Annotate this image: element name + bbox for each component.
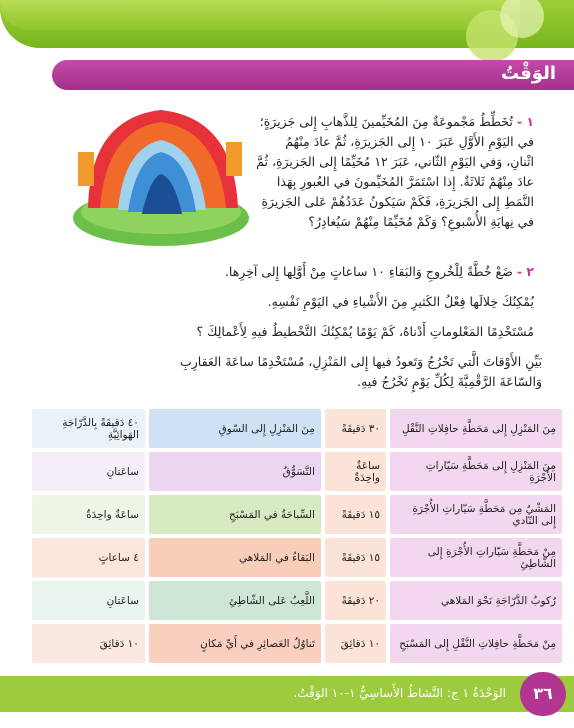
- table-cell: مِنْ مَحَطَّةِ سَيّاراتِ الأُجْرَةِ إِلى الشّاطِئِ: [390, 538, 562, 577]
- question-1: [234, 112, 534, 232]
- table-cell: اللَّعِبُ عَلى الشّاطِئِ: [149, 581, 321, 620]
- text-line: اثْنانِ، وَفي اليَوْمِ الثّاني، عَبَرَ ١٢ مُخَيِّمًا إِلى الجَزيرَةِ، ثُمَّ: [256, 154, 534, 169]
- footer-text: الوَحْدَةُ ١ ج: النَّشاطُ الأَساسِيُّ ١-١٠ الوَقْتُ.: [293, 686, 506, 700]
- tent-illustration: [66, 100, 252, 250]
- table-cell: التَّسَوُّقُ: [149, 452, 321, 491]
- table-cell: المَشْيُ مِن مَحَطَّةِ سَيّاراتِ الأُجْرَةِ إِلى النّادي: [390, 495, 562, 534]
- table-cell: ساعَتانِ: [32, 581, 145, 620]
- table-cell: مِنَ المَنْزِلِ إِلى السّوقِ: [149, 409, 321, 448]
- table-cell: مِنْ مَحَطَّةِ حافِلاتِ النَّقْلِ إِلى المَسْبَحِ: [390, 624, 562, 663]
- table-row: [32, 495, 562, 534]
- question-number: ١ -: [516, 114, 534, 129]
- page-title: الوَقْتُ: [500, 63, 556, 84]
- question-2: [34, 262, 534, 282]
- page-number: ٣٦: [520, 672, 566, 716]
- table-cell: ١٥ دَقيقَةً: [325, 538, 386, 577]
- table-cell: رُكوبُ الدَّرّاجَةِ نَحْوَ المَلاهي: [390, 581, 562, 620]
- table-cell: ساعَةٌ واحِدَةٌ: [32, 495, 145, 534]
- paragraph: مُسْتَخْدِمًا المَعْلوماتِ أَدْناهُ، كَمْ يَوْمًا يُمْكِنُكَ التَّخْطيطُ فيهِ لِأَعْمالِكَ ؟: [196, 324, 534, 339]
- question-number: ٢ -: [516, 264, 534, 279]
- title-bar: [52, 60, 574, 90]
- table-cell: ٤ ساعاتٍ: [32, 538, 145, 577]
- text-line: في نِهايَةِ الأُسْبوعِ؟ وَكَمْ مُخَيِّمًا مِنْهُمْ سَيُغادِرُ؟: [308, 214, 534, 229]
- table-cell: البَقاءُ في المَلاهي: [149, 538, 321, 577]
- table-cell: ١٠ دَقائِقَ: [325, 624, 386, 663]
- table-body: [32, 409, 562, 663]
- text-line: بَيِّنِ الأَوْقاتَ الَّتي تَخْرُجُ وَتَعودُ فيها إِلى المَنْزِلِ، مُسْتَخْدِمًا ساعَةَ العَقارِبِ: [180, 354, 542, 369]
- activity-table: [28, 405, 566, 667]
- table-cell: ساعَتانِ: [32, 452, 145, 491]
- table-row: [32, 538, 562, 577]
- table-cell: ساعَةٌ واحِدَةٌ: [325, 452, 386, 491]
- text-line: تُخَطِّطُ مَجْموعَةٌ مِنَ المُخَيِّمينَ لِلذَّهابِ إِلى جَزيرَةٍ؛: [259, 114, 513, 129]
- table-row: [32, 409, 562, 448]
- paragraph: يُمْكِنُكَ خِلالَها فِعْلُ الكَثيرِ مِنَ الأَشْياءِ في اليَوْمِ نَفْسِهِ.: [267, 294, 534, 309]
- header-band-inner: [0, 0, 520, 30]
- table-cell: مِنَ المَنْزِلِ إِلى مَحَطَّةِ سَيّاراتِ الأُجْرَةِ: [390, 452, 562, 491]
- table-cell: ١٠ دَقائِقَ: [32, 624, 145, 663]
- text-line: وَالسّاعَةَ الرَّقْمِيَّةَ لِكُلِّ يَوْمٍ تَخْرُجُ فيهِ.: [357, 374, 542, 389]
- paragraph: [22, 352, 542, 392]
- table-cell: ١٥ دَقيقَةً: [325, 495, 386, 534]
- table-cell: مِنَ المَنْزِلِ إِلى مَحَطَّةِ حافِلاتِ النَّقْلِ: [390, 409, 562, 448]
- text-line: عادَ مِنْهُمْ ثَلاثَةٌ. إِذا اسْتَمَرَّ المُخَيِّمونَ في العُبورِ بِهَذا: [276, 174, 534, 189]
- table-row: [32, 581, 562, 620]
- table-cell: تَناوُلُ العَصائِرِ في أَيِّ مَكانٍ: [149, 624, 321, 663]
- table-row: [32, 624, 562, 663]
- table-cell: ٢٠ دَقيقَةً: [325, 581, 386, 620]
- text-line: ضَعْ خُطَّةً لِلْخُروجِ وَالبَقاءِ ١٠ ساعاتٍ مِنْ أَوَّلِها إِلى آخِرِها.: [224, 264, 513, 279]
- table-cell: ٤٠ دَقيقَةً بِالدَّرّاجَةِ الهَوائِيَّةِ: [32, 409, 145, 448]
- text-line: النَّمَطِ إِلى الجَزيرَةِ، فَكَمْ سَيَكونُ عَدَدُهُمْ عَلى الجَزيرَةِ: [261, 194, 534, 209]
- table-cell: ٣٠ دَقيقَةً: [325, 409, 386, 448]
- table-cell: السِّباحَةُ في المَسْبَحِ: [149, 495, 321, 534]
- table-row: [32, 452, 562, 491]
- text-line: في اليَوْمِ الأَوَّلِ عَبَرَ ١٠ إِلى الجَزيرَةِ، ثُمَّ عادَ مِنْهُمُ: [285, 134, 534, 149]
